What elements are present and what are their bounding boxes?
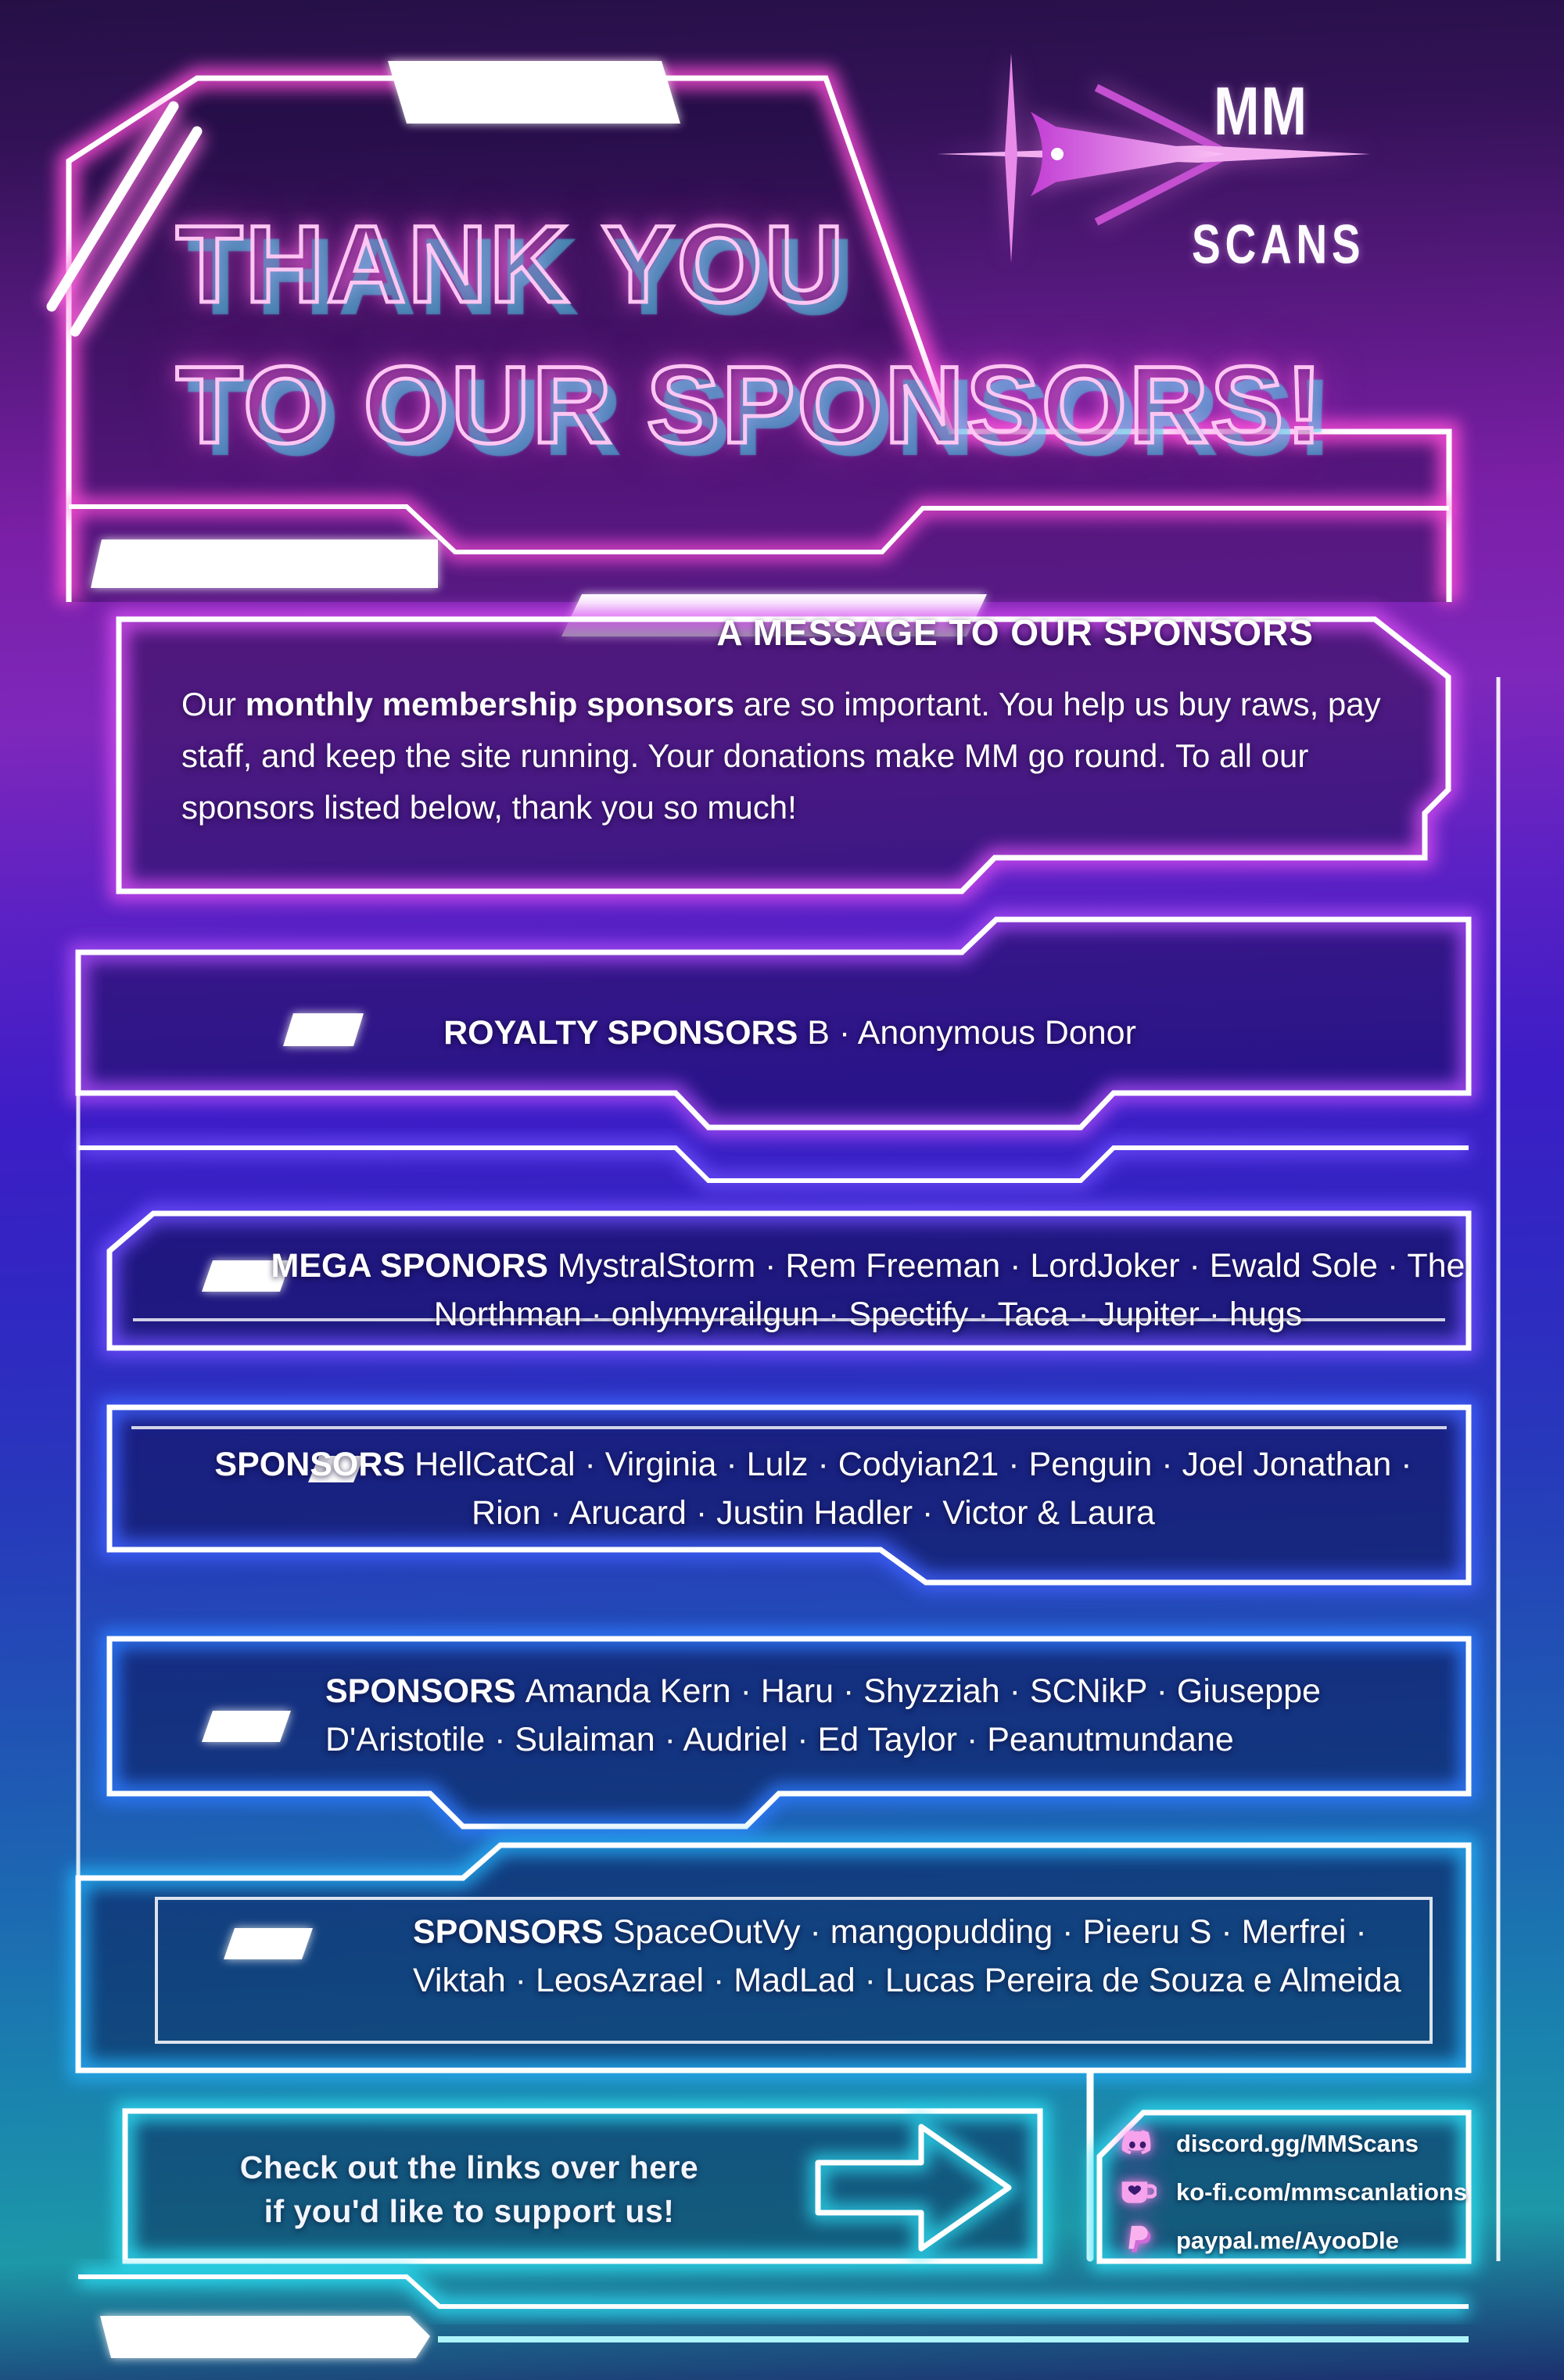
sponsors1-names: HellCatCal · Virginia · Lulz · Codyian21 · Penguin · Joel Jonathan · Rion · Arucard · Justin Hadler · Victor & Laura	[414, 1446, 1412, 1532]
royalty-sponsors-row	[109, 1009, 1470, 1057]
support-text-line1: Check out the links over here	[239, 2149, 699, 2185]
discord-icon	[1118, 2128, 1157, 2160]
support-text-line2: if you'd like to support us!	[264, 2193, 675, 2229]
mega-sponsors-row	[266, 1242, 1470, 1339]
sponsors-row-1	[188, 1440, 1439, 1537]
page-title-line2: TO OUR SPONSORS!	[176, 343, 1325, 466]
sponsors3-heading: SPONSORS	[413, 1913, 604, 1951]
kofi-link[interactable]	[1118, 2170, 1478, 2214]
paypal-link[interactable]	[1118, 2219, 1478, 2263]
logo-text-scans: SCANS	[1192, 213, 1365, 276]
message-body-bold: monthly membership sponsors	[245, 686, 735, 722]
discord-link[interactable]	[1118, 2122, 1478, 2166]
discord-url: discord.gg/MMScans	[1176, 2130, 1419, 2157]
sponsors3-names: SpaceOutVy · mangopudding · Pieeru S · Merfrei · Viktah · LeosAzrael · MadLad · Lucas Pereira de Souza e Almeida	[413, 1913, 1401, 1999]
royalty-heading: ROYALTY SPONSORS	[443, 1014, 798, 1052]
kofi-url: ko-fi.com/mmscanlations	[1176, 2178, 1468, 2206]
logo-text-mm: MM	[1214, 73, 1308, 150]
page-title-line1: THANK YOU	[176, 203, 846, 325]
kofi-icon	[1118, 2177, 1157, 2207]
message-heading: A MESSAGE TO OUR SPONSORS	[716, 612, 1314, 653]
sponsors2-heading: SPONSORS	[325, 1672, 516, 1710]
sponsors-row-3	[413, 1908, 1461, 2005]
paypal-url: paypal.me/AyooDle	[1176, 2227, 1399, 2254]
sponsors-row-2	[325, 1667, 1483, 1764]
sponsors2-names: Amanda Kern · Haru · Shyzziah · SCNikP · Giuseppe D'Aristotile · Sulaiman · Audriel · Ed Taylor · Peanutmundane	[325, 1672, 1321, 1758]
message-body	[181, 679, 1417, 833]
support-text	[141, 2145, 798, 2233]
sponsors1-heading: SPONSORS	[214, 1446, 406, 1483]
message-body-pre: Our	[181, 686, 246, 722]
royalty-names: B · Anonymous Donor	[807, 1014, 1136, 1052]
mega-heading: MEGA SPONORS	[271, 1247, 548, 1285]
message-body-rest: are so important. You help us buy raws, pay staff, and keep the site running. Your donations make MM go round. To all our sponsors listed below, thank you so much!	[181, 686, 1381, 826]
divider-royalty-mega	[78, 1148, 1469, 1181]
support-links	[1118, 2122, 1478, 2263]
bottom-trim	[78, 2277, 1469, 2358]
mega-names: MystralStorm · Rem Freeman · LordJoker · Ewald Sole · The Northman · onlymyrailgun · Spectify · Taca · Jupiter · hugs	[433, 1247, 1465, 1333]
paypal-icon	[1118, 2224, 1157, 2258]
